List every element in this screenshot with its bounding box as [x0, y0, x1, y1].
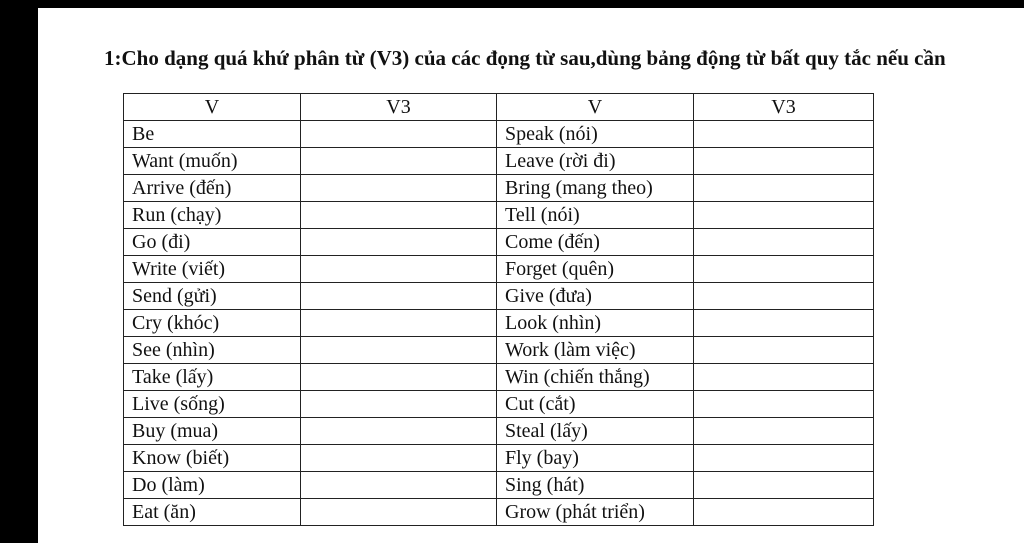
header-v3-right: V3 — [694, 94, 874, 121]
verb-table-body — [124, 121, 874, 526]
v3-answer-cell[interactable] — [301, 391, 497, 418]
v3-answer-cell[interactable] — [301, 499, 497, 526]
table-row — [124, 418, 874, 445]
verb-cell: Want (muốn) — [124, 148, 301, 175]
verb-cell: Write (viết) — [124, 256, 301, 283]
v3-answer-cell[interactable] — [694, 391, 874, 418]
header-v-left: V — [124, 94, 301, 121]
table-row — [124, 175, 874, 202]
v3-answer-cell[interactable] — [301, 418, 497, 445]
verb-cell: Leave (rời đi) — [497, 148, 694, 175]
v3-answer-cell[interactable] — [694, 364, 874, 391]
v3-answer-cell[interactable] — [301, 445, 497, 472]
verb-cell: Know (biết) — [124, 445, 301, 472]
table-header-row — [124, 94, 874, 121]
verb-cell: Forget (quên) — [497, 256, 694, 283]
table-row — [124, 283, 874, 310]
verb-cell: Cut (cắt) — [497, 391, 694, 418]
verb-cell: Work (làm việc) — [497, 337, 694, 364]
verb-cell: See (nhìn) — [124, 337, 301, 364]
v3-answer-cell[interactable] — [694, 121, 874, 148]
table-row — [124, 337, 874, 364]
verb-cell: Eat (ăn) — [124, 499, 301, 526]
v3-answer-cell[interactable] — [301, 283, 497, 310]
v3-answer-cell[interactable] — [694, 499, 874, 526]
verb-cell: Send (gửi) — [124, 283, 301, 310]
v3-answer-cell[interactable] — [694, 229, 874, 256]
verb-cell: Steal (lấy) — [497, 418, 694, 445]
v3-answer-cell[interactable] — [694, 445, 874, 472]
table-row — [124, 445, 874, 472]
verb-cell: Grow (phát triển) — [497, 499, 694, 526]
v3-answer-cell[interactable] — [694, 310, 874, 337]
table-row — [124, 121, 874, 148]
document-page — [38, 8, 1024, 543]
verb-cell: Arrive (đến) — [124, 175, 301, 202]
v3-answer-cell[interactable] — [301, 148, 497, 175]
table-row — [124, 472, 874, 499]
table-row — [124, 499, 874, 526]
table-row — [124, 202, 874, 229]
v3-answer-cell[interactable] — [301, 472, 497, 499]
table-row — [124, 364, 874, 391]
verb-cell: Buy (mua) — [124, 418, 301, 445]
verb-cell: Be — [124, 121, 301, 148]
v3-answer-cell[interactable] — [694, 202, 874, 229]
v3-answer-cell[interactable] — [694, 337, 874, 364]
verb-cell: Live (sống) — [124, 391, 301, 418]
verb-cell: Win (chiến thắng) — [497, 364, 694, 391]
v3-answer-cell[interactable] — [694, 472, 874, 499]
v3-answer-cell[interactable] — [694, 256, 874, 283]
verb-cell: Bring (mang theo) — [497, 175, 694, 202]
verb-table — [123, 93, 874, 526]
v3-answer-cell[interactable] — [694, 418, 874, 445]
table-row — [124, 229, 874, 256]
verb-cell: Come (đến) — [497, 229, 694, 256]
v3-answer-cell[interactable] — [301, 175, 497, 202]
v3-answer-cell[interactable] — [301, 202, 497, 229]
verb-cell: Speak (nói) — [497, 121, 694, 148]
verb-cell: Go (đi) — [124, 229, 301, 256]
verb-cell: Run (chạy) — [124, 202, 301, 229]
v3-answer-cell[interactable] — [301, 310, 497, 337]
verb-cell: Look (nhìn) — [497, 310, 694, 337]
verb-cell: Take (lấy) — [124, 364, 301, 391]
v3-answer-cell[interactable] — [301, 337, 497, 364]
v3-answer-cell[interactable] — [694, 148, 874, 175]
v3-answer-cell[interactable] — [301, 364, 497, 391]
verb-cell: Fly (bay) — [497, 445, 694, 472]
table-row — [124, 148, 874, 175]
v3-answer-cell[interactable] — [694, 175, 874, 202]
verb-cell: Sing (hát) — [497, 472, 694, 499]
v3-answer-cell[interactable] — [301, 229, 497, 256]
verb-cell: Do (làm) — [124, 472, 301, 499]
exercise-heading: 1:Cho dạng quá khứ phân từ (V3) của các đọng từ sau,dùng bảng động từ bất quy tắc nếu cần — [104, 46, 946, 70]
v3-answer-cell[interactable] — [301, 121, 497, 148]
verb-cell: Give (đưa) — [497, 283, 694, 310]
table-row — [124, 391, 874, 418]
verb-cell: Cry (khóc) — [124, 310, 301, 337]
table-row — [124, 256, 874, 283]
verb-cell: Tell (nói) — [497, 202, 694, 229]
v3-answer-cell[interactable] — [301, 256, 497, 283]
v3-answer-cell[interactable] — [694, 283, 874, 310]
table-row — [124, 310, 874, 337]
header-v-right: V — [497, 94, 694, 121]
header-v3-left: V3 — [301, 94, 497, 121]
